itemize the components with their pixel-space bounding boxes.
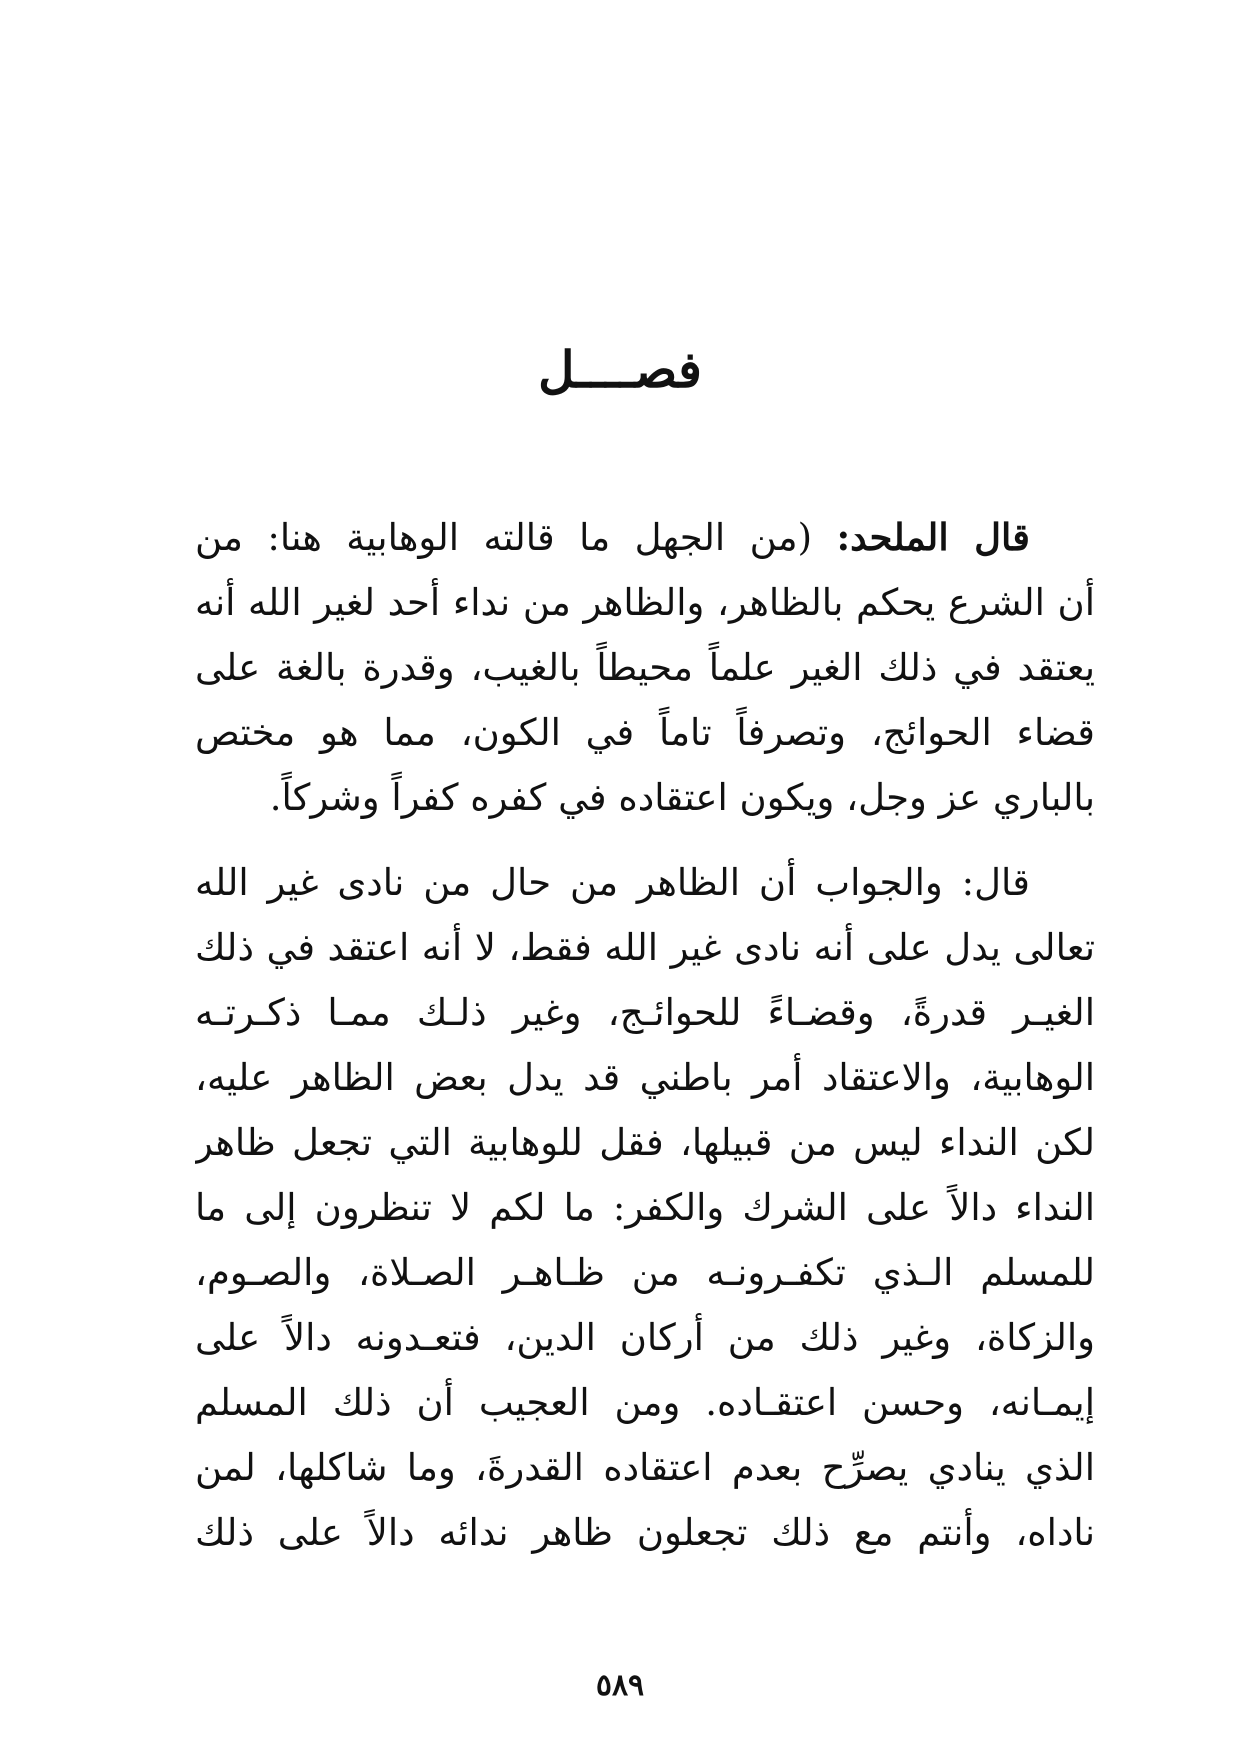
paragraph-2-line-6: النداء دالاً على الشرك والكفر: ما لكم لا تنظرون إلى ما [195, 1186, 1095, 1229]
paragraph-1-line-1-text: (من الجهل ما قالته الوهابية هنا: من [195, 516, 812, 559]
paragraph-1-line-1 [195, 505, 1095, 570]
page-number: ٥٨٩ [595, 1668, 645, 1703]
body-text [195, 505, 1095, 1565]
paragraph-1-line-5: بالباري عز وجل، ويكون اعتقاده في كفره كفراً وشركاً. [269, 776, 1095, 819]
paragraph-1-line-2: أن الشرع يحكم بالظاهر، والظاهر من نداء أحد لغير الله أنه [195, 581, 1095, 624]
paragraph-2-line-3: الغيـر قدرةً، وقضـاءً للحوائـج، وغير ذلـك ممـا ذكـرتـه [195, 991, 1095, 1034]
speaker-label: قال الملحد: [836, 515, 1030, 559]
paragraph-gap [195, 830, 1095, 850]
paragraph-2-line-9: إيمـانه، وحسن اعتقـاده. ومن العجيب أن ذلك المسلم [195, 1381, 1095, 1424]
paragraph-2-line-2: تعالى يدل على أنه نادى غير الله فقط، لا أنه اعتقد في ذلك [195, 926, 1095, 969]
paragraph-2-line-11: ناداه، وأنتم مع ذلك تجعلون ظاهر ندائه دالاً على ذلك [195, 1511, 1095, 1554]
paragraph-1-line-3: يعتقد في ذلك الغير علماً محيطاً بالغيب، وقدرة بالغة على [195, 646, 1095, 689]
paragraph-1-line-4: قضاء الحوائج، وتصرفاً تاماً في الكون، مما هو مختص [195, 711, 1095, 754]
paragraph-2-line-4: الوهابية، والاعتقاد أمر باطني قد يدل بعض الظاهر عليه، [195, 1056, 1095, 1099]
paragraph-2-line-1: قال: والجواب أن الظاهر من حال من نادى غير الله [195, 861, 1030, 904]
paragraph-2-line-10: الذي ينادي يصرِّح بعدم اعتقاده القدرةَ، وما شاكلها، لمن [195, 1446, 1095, 1489]
paragraph-2-line-8: والزكاة، وغير ذلك من أركان الدين، فتعـدونه دالاً على [195, 1316, 1095, 1359]
paragraph-2-line-5: لكن النداء ليس من قبيلها، فقل للوهابية التي تجعل ظاهر [195, 1121, 1095, 1164]
chapter-title: فصــــل [538, 340, 702, 399]
paragraph-2-line-7: للمسلم الـذي تكفـرونـه من ظـاهـر الصـلاة، والصـوم، [195, 1251, 1095, 1294]
